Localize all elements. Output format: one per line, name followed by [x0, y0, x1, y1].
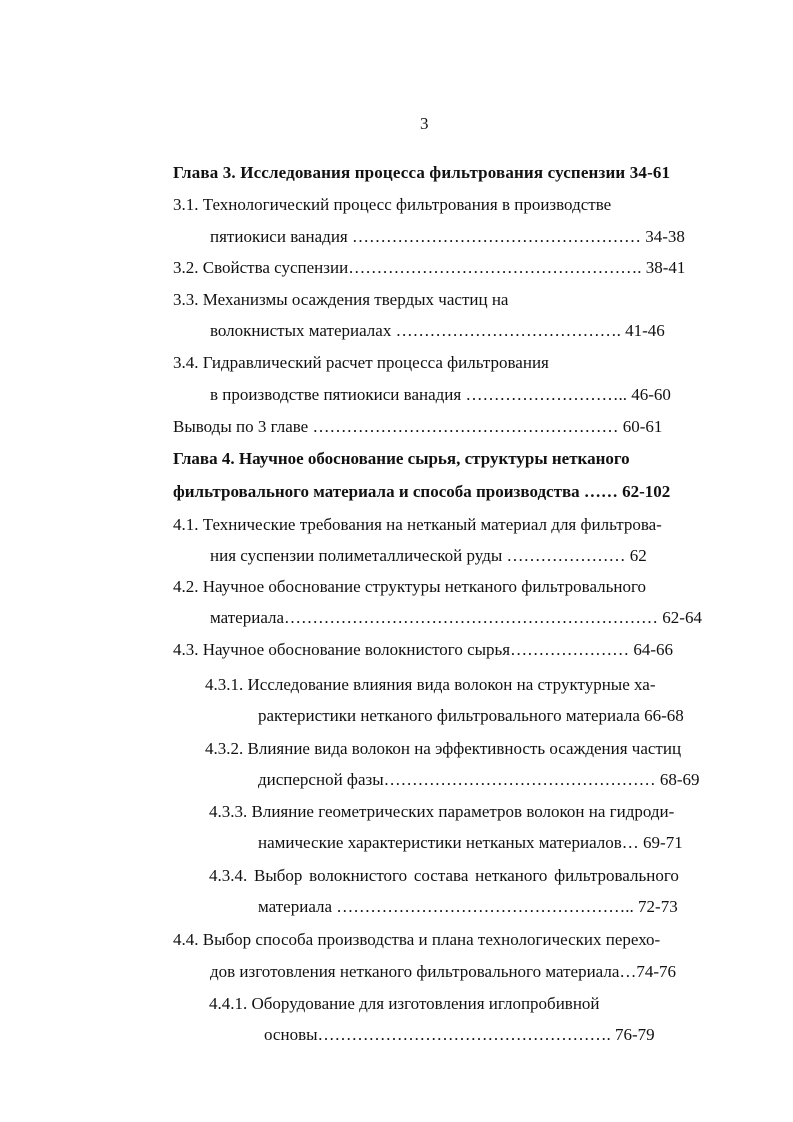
toc-entry-4-2-line-2: материала………………………………………………………… 62-64 — [210, 608, 702, 627]
toc-entry-4-4-line-2: дов изготовления нетканого фильтровального материала…74-76 — [210, 962, 677, 981]
toc-entry-3-2: 3.2. Свойства суспензии……………………………………………. 38-41 — [173, 258, 686, 277]
toc-chapter-3-heading: Глава 3. Исследования процесса фильтрования суспензии 34-61 — [173, 163, 671, 182]
toc-chapter-4-heading-line-2: фильтровального материала и способа производства …… 62-102 — [173, 482, 671, 501]
toc-entry-3-4-line-1: 3.4. Гидравлический расчет процесса фильтрования — [173, 353, 549, 372]
toc-entry-3-3-line-2: волокнистых материалах …………………………………. 41-46 — [210, 321, 665, 340]
toc-entry-4-1-line-2: ния суспензии полиметаллической руды ………………… 62 — [210, 546, 647, 565]
toc-entry-4-2-line-1: 4.2. Научное обоснование структуры нетканого фильтровального — [173, 577, 647, 596]
toc-entry-4-3-4-line-1: 4.3.4. Выбор волокнистого состава нетканого фильтровального — [209, 866, 679, 885]
toc-entry-4-4-1-line-1: 4.4.1. Оборудование для изготовления иглопробивной — [209, 994, 600, 1013]
toc-entry-4-3-4-line-2: материала …………………………………………….. 72-73 — [258, 897, 678, 916]
toc-entry-3-4-line-2: в производстве пятиокиси ванадия ……………………….. 46-60 — [210, 385, 671, 404]
toc-entry-4-3-3-line-1: 4.3.3. Влияние геометрических параметров волокон на гидроди- — [209, 802, 675, 821]
toc-entry-4-4-1-line-2: основы……………………………………………. 76-79 — [264, 1025, 655, 1044]
toc-entry-4-3-2-line-2: дисперсной фазы………………………………………… 68-69 — [258, 770, 700, 789]
toc-entry-3-1-line-2: пятиокиси ванадия …………………………………………… 34-38 — [210, 227, 685, 246]
toc-entry-4-3: 4.3. Научное обоснование волокнистого сырья………………… 64-66 — [173, 640, 674, 659]
toc-entry-4-3-3-line-2: намические характеристики нетканых материалов… 69-71 — [258, 833, 683, 852]
toc-entry-4-4-line-1: 4.4. Выбор способа производства и плана технологических перехо- — [173, 930, 661, 949]
toc-entry-conclusions-3: Выводы по 3 главе ……………………………………………… 60-61 — [173, 417, 663, 436]
toc-entry-4-3-2-line-1: 4.3.2. Влияние вида волокон на эффективность осаждения частиц — [205, 739, 682, 758]
toc-entry-3-3-line-1: 3.3. Механизмы осаждения твердых частиц на — [173, 290, 509, 309]
page-number: 3 — [420, 114, 429, 133]
toc-entry-3-1-line-1: 3.1. Технологический процесс фильтрования в производстве — [173, 195, 612, 214]
toc-chapter-4-heading-line-1: Глава 4. Научное обоснование сырья, структуры нетканого — [173, 449, 630, 468]
toc-entry-4-1-line-1: 4.1. Технические требования на нетканый материал для фильтрова- — [173, 515, 662, 534]
toc-entry-4-3-1-line-2: рактеристики нетканого фильтровального материала 66-68 — [258, 706, 684, 725]
toc-entry-4-3-1-line-1: 4.3.1. Исследование влияния вида волокон на структурные ха- — [205, 675, 656, 694]
